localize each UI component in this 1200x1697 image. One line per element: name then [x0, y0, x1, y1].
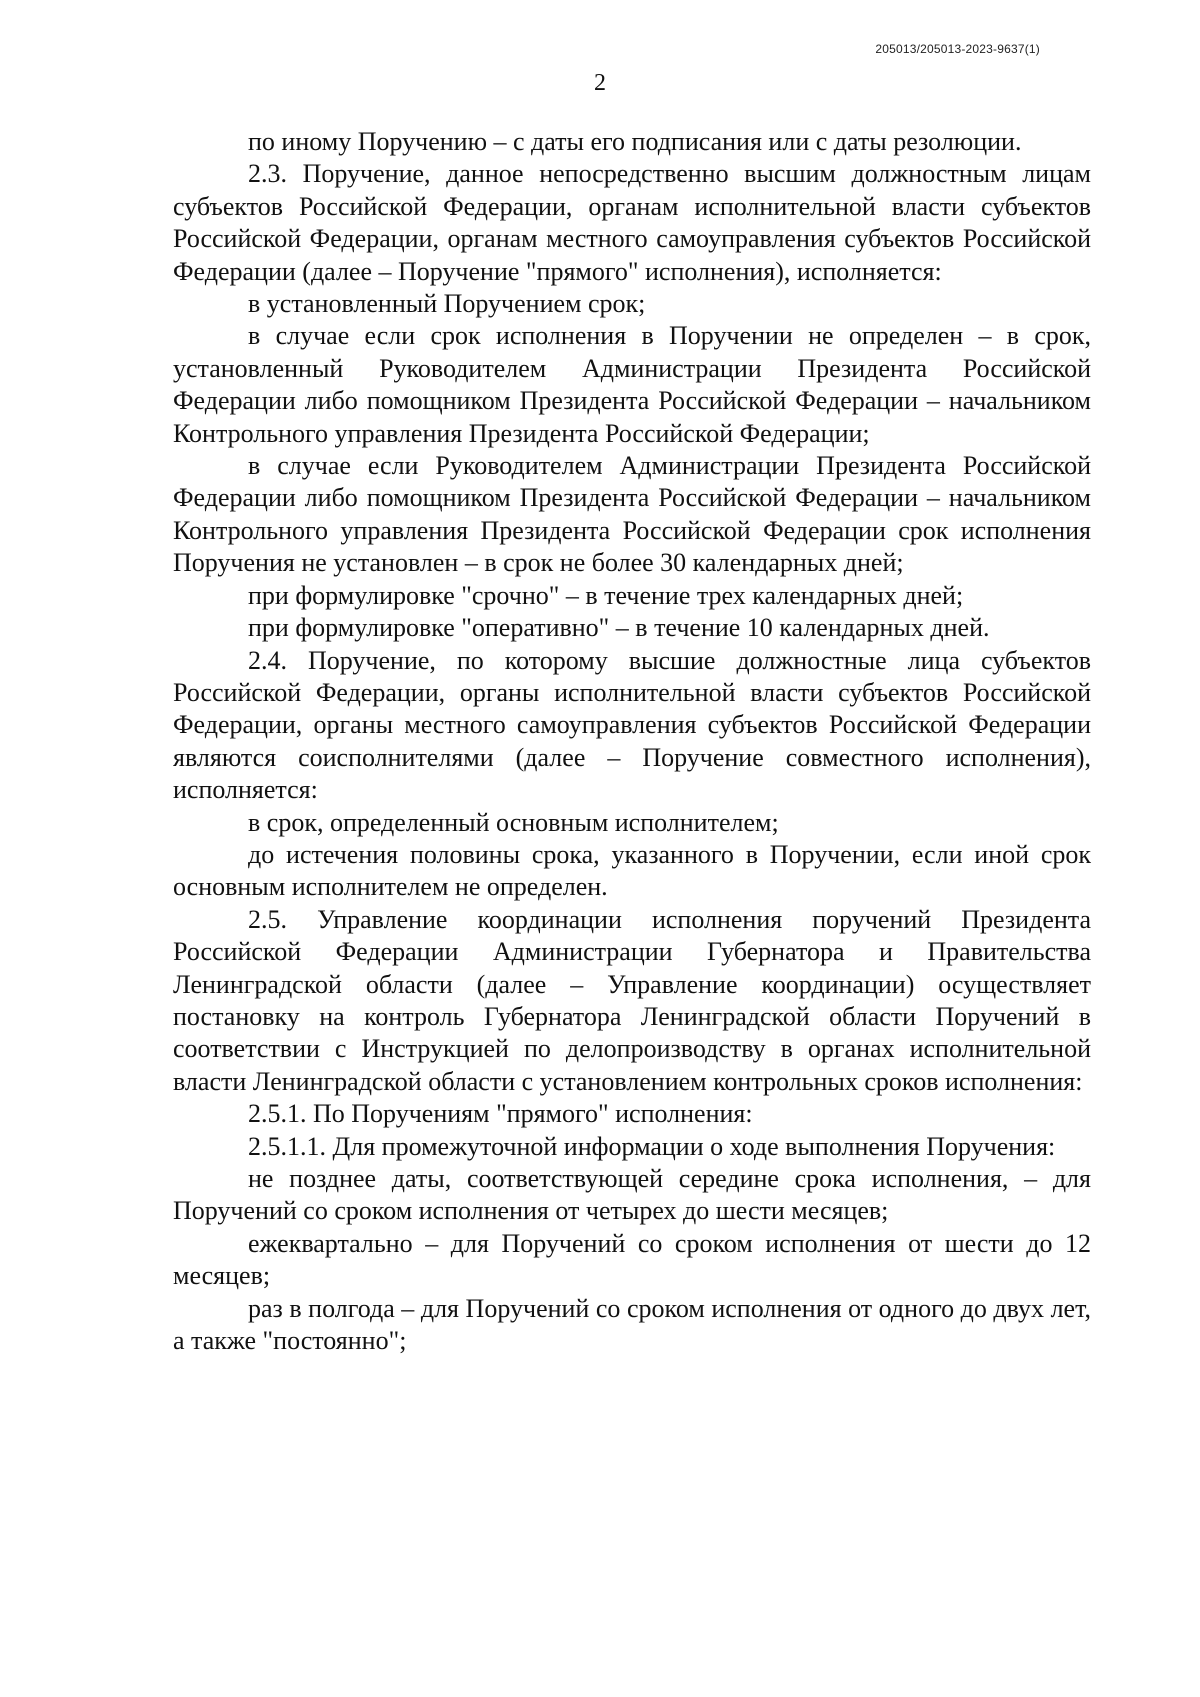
document-registration-number: 205013/205013-2023-9637(1) — [875, 42, 1040, 56]
paragraph-item: при формулировке "оперативно" – в течение 10 календарных дней. — [248, 613, 990, 643]
paragraph-item: ежеквартально – для Поручений со сроком исполнения от шести до 12 месяцев; — [173, 1228, 1091, 1291]
paragraph-item: при формулировке "срочно" – в течение трех календарных дней; — [248, 580, 964, 610]
paragraph-item: в случае если срок исполнения в Поручении не определен – в срок, установленный Руководителем Администрации Президента Российской Федерации либо помощником Президента Российской Федерации – начальником Контрольного управления Президента Российской Федерации; — [173, 321, 1091, 448]
paragraph-item: не позднее даты, соответствующей середине срока исполнения, – для Поручений со сроком исполнения от четырех до шести месяцев; — [173, 1164, 1091, 1226]
document-body — [173, 126, 1091, 1357]
paragraph-item: в установленный Поручением срок; — [248, 289, 646, 319]
paragraph-item: в срок, определенный основным исполнителем; — [248, 807, 779, 837]
paragraph-continuation: по иному Поручению – с даты его подписания или с даты резолюции. — [248, 127, 1022, 156]
paragraph-2-5: 2.5. Управление координации исполнения поручений Президента Российской Федерации Администрации Губернатора и Правительства Ленинградской области (далее – Управление координации) осуществляет постановку на контроль Губернатора Ленинградской области Поручений в соответствии с Инструкцией по делопроизводству в органах исполнительной власти Ленинградской области с установлением контрольных сроков исполнения: — [173, 904, 1091, 1096]
paragraph-item: в случае если Руководителем Администрации Президента Российской Федерации либо помощником Президента Российской Федерации – начальником Контрольного управления Президента Российской Федерации срок исполнения Поручения не установлен – в срок не более 30 календарных дней; — [173, 451, 1091, 578]
paragraph-item: до истечения половины срока, указанного в Поручении, если иной срок основным исполнителем не определен. — [173, 839, 1091, 902]
paragraph-item: раз в полгода – для Поручений со сроком исполнения от одного до двух лет, а также "постоянно"; — [173, 1293, 1091, 1356]
paragraph-2-4: 2.4. Поручение, по которому высшие должностные лица субъектов Российской Федерации, органы исполнительной власти субъектов Российской Федерации, органы местного самоуправления субъектов Российской Федерации являются соисполнителями (далее – Поручение совместного исполнения), исполняется: — [173, 645, 1091, 805]
paragraph-2-5-1: 2.5.1. По Поручениям "прямого" исполнения: — [248, 1099, 753, 1129]
paragraph-2-5-1-1: 2.5.1.1. Для промежуточной информации о ходе выполнения Поручения: — [248, 1131, 1056, 1161]
paragraph-2-3: 2.3. Поручение, данное непосредственно высшим должностным лицам субъектов Российской Федерации, органам исполнительной власти субъектов Российской Федерации, органам местного самоуправления субъектов Российской Федерации (далее – Поручение "прямого" исполнения), исполняется: — [173, 159, 1091, 286]
page-number: 2 — [594, 70, 606, 96]
